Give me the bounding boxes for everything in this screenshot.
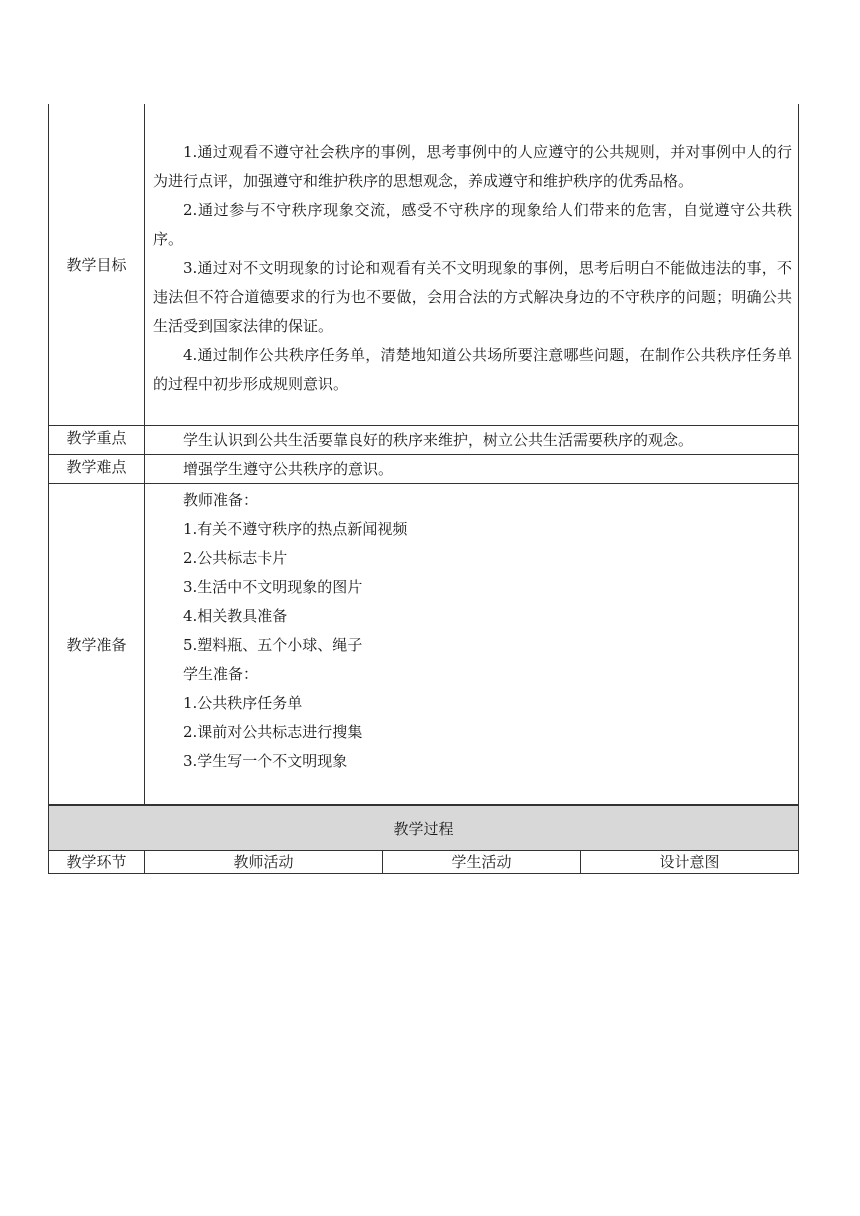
student-prep-item: 2.课前对公共标志进行搜集 (183, 723, 363, 741)
preparation-content (145, 484, 799, 806)
lesson-plan-table (48, 104, 799, 874)
teacher-prep-item: 1.有关不遵守秩序的热点新闻视频 (183, 520, 408, 538)
preparation-row (49, 484, 799, 806)
teacher-prep-heading: 教师准备： (183, 491, 259, 509)
process-title: 教学过程 (49, 805, 799, 851)
process-columns-row (49, 851, 799, 874)
key-points-text: 学生认识到公共生活要靠良好的秩序来维护，树立公共生活需要秩序的观念。 (145, 426, 799, 455)
key-points-row (49, 426, 799, 455)
teacher-prep-item: 4.相关教具准备 (183, 607, 288, 625)
objective-item: 2.通过参与不守秩序现象交流，感受不守秩序的现象给人们带来的危害，自觉遵守公共秩序。 (153, 201, 793, 248)
objective-item: 3.通过对不文明现象的讨论和观看有关不文明现象的事例，思考后明白不能做违法的事，不违法但不符合道德要求的行为也不要做，会用合法的方式解决身边的不守秩序的问题；明确公共生活受到国家法律的保证。 (153, 259, 793, 335)
column-header-teacher: 教师活动 (145, 851, 383, 874)
student-prep-item: 3.学生写一个不文明现象 (183, 752, 348, 770)
difficulties-row (49, 455, 799, 484)
process-header-row (49, 805, 799, 851)
student-prep-heading: 学生准备： (183, 665, 259, 683)
teacher-prep-item: 3.生活中不文明现象的图片 (183, 578, 363, 596)
objectives-label: 教学目标 (49, 104, 145, 426)
teacher-prep-item: 2.公共标志卡片 (183, 549, 288, 567)
preparation-label: 教学准备 (49, 484, 145, 806)
objectives-content (145, 104, 799, 426)
objective-item: 4.通过制作公共秩序任务单，清楚地知道公共场所要注意哪些问题，在制作公共秩序任务单的过程中初步形成规则意识。 (153, 346, 793, 393)
difficulties-text: 增强学生遵守公共秩序的意识。 (145, 455, 799, 484)
column-header-stage: 教学环节 (49, 851, 145, 874)
objectives-row (49, 104, 799, 426)
lesson-plan-page (48, 104, 798, 874)
teacher-prep-item: 5.塑料瓶、五个小球、绳子 (183, 636, 363, 654)
objective-item: 1.通过观看不遵守社会秩序的事例，思考事例中的人应遵守的公共规则，并对事例中人的行为进行点评，加强遵守和维护秩序的思想观念，养成遵守和维护秩序的优秀品格。 (153, 143, 793, 190)
column-header-student: 学生活动 (383, 851, 581, 874)
column-header-intent: 设计意图 (581, 851, 799, 874)
difficulties-label: 教学难点 (49, 455, 145, 484)
student-prep-item: 1.公共秩序任务单 (183, 694, 303, 712)
key-points-label: 教学重点 (49, 426, 145, 455)
